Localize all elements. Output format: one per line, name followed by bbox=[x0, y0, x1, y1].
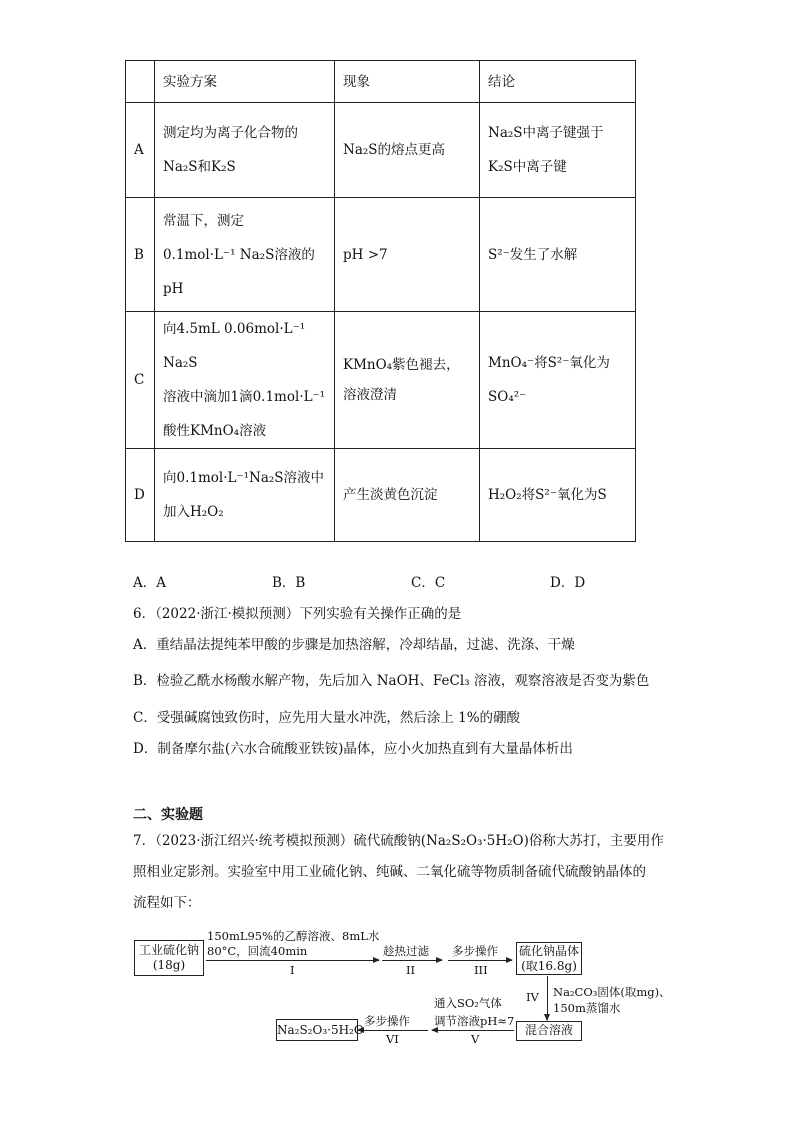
conclusion-line: H₂O₂将S²⁻氧化为S bbox=[488, 487, 607, 503]
choice-c[interactable]: C．C bbox=[411, 575, 446, 591]
step4-water-label: 150m蒸馏水 bbox=[553, 1001, 621, 1015]
plan-line: 常温下，测定 bbox=[163, 212, 244, 229]
box-product: Na₂S₂O₃·5H₂O bbox=[276, 1019, 358, 1041]
box-line: 工业硫化钠 bbox=[138, 943, 199, 957]
q7-line: 7．（2023·浙江绍兴·统考模拟预测）硫代硫酸钠(Na₂S₂O₃·5H₂O)俗称大苏打，主要用作 bbox=[133, 833, 664, 849]
box-industrial-sodium-sulfide bbox=[134, 940, 204, 976]
section-heading: 二、实验题 bbox=[133, 807, 203, 823]
process-flowchart bbox=[130, 925, 690, 1055]
experiment-table bbox=[125, 60, 636, 542]
step5-number: V bbox=[471, 1032, 480, 1046]
q7-line: 照相业定影剂。实验室中用工业硫化钠、纯碱、二氧化硫等物质制备硫代硫酸钠晶体的 bbox=[133, 864, 646, 880]
plan-line: 酸性KMnO₄溶液 bbox=[163, 423, 267, 439]
step6-label: 多步操作 bbox=[364, 1014, 410, 1028]
header-conclusion: 结论 bbox=[480, 61, 636, 103]
q6-option-d[interactable]: D．制备摩尔盐(六水合硫酸亚铁铵)晶体，应小火加热直到有大量晶体析出 bbox=[133, 741, 573, 757]
step1-reagent-label: 150mL95%的乙醇溶液、8mL水 bbox=[207, 929, 380, 943]
step1-condition-label: 80°C，回流40min bbox=[207, 944, 308, 958]
plan-line: 测定均为离子化合物的 bbox=[163, 125, 298, 141]
conclusion-line: MnO₄⁻将S²⁻氧化为 bbox=[488, 355, 610, 371]
arrow-step4 bbox=[547, 976, 548, 1020]
arrow-step2 bbox=[382, 960, 442, 961]
step5-ph-label: 调节溶液pH≈7 bbox=[434, 1014, 515, 1028]
table-row bbox=[126, 198, 636, 312]
plan-cell bbox=[155, 312, 335, 449]
choice-b[interactable]: B．B bbox=[272, 575, 306, 591]
header-plan: 实验方案 bbox=[155, 61, 335, 103]
table-header-row bbox=[126, 61, 636, 103]
step1-number: I bbox=[290, 963, 295, 977]
step4-number: IV bbox=[526, 990, 539, 1004]
step3-number: III bbox=[474, 963, 488, 977]
q6-option-b[interactable]: B．检验乙酰水杨酸水解产物，先后加入 NaOH、FeCl₃ 溶液，观察溶液是否变为紫色 bbox=[133, 673, 650, 689]
table-row bbox=[126, 449, 636, 542]
conclusion-line: Na₂S中离子键强于 bbox=[488, 125, 604, 141]
box-line: (取16.8g) bbox=[521, 959, 577, 973]
plan-cell bbox=[155, 103, 335, 198]
step4-reagent-label: Na₂CO₃固体(取mg)、 bbox=[553, 985, 671, 999]
plan-line: 加入H₂O₂ bbox=[163, 504, 224, 520]
q6-option-a[interactable]: A．重结晶法提纯苯甲酸的步骤是加热溶解，冷却结晶，过滤、洗涤、干燥 bbox=[133, 637, 575, 653]
row-label: A bbox=[126, 103, 155, 198]
conclusion-line: SO₄²⁻ bbox=[488, 389, 527, 405]
plan-cell bbox=[155, 198, 335, 312]
conclusion-line: K₂S中离子键 bbox=[488, 159, 567, 175]
arrow-step1 bbox=[206, 960, 379, 961]
step3-label: 多步操作 bbox=[452, 944, 498, 958]
plan-line: pH bbox=[163, 280, 184, 297]
choice-a[interactable]: A．A bbox=[133, 575, 166, 591]
plan-line: 向0.1mol·L⁻¹Na₂S溶液中 bbox=[163, 470, 325, 486]
choice-d[interactable]: D．D bbox=[550, 575, 586, 591]
conclusion-line: S²⁻发生了水解 bbox=[488, 246, 578, 263]
step5-gas-label: 通入SO₂气体 bbox=[434, 996, 502, 1010]
box-line: (18g) bbox=[152, 958, 186, 972]
plan-line: 溶液中滴加1滴0.1mol·L⁻¹ bbox=[163, 389, 326, 405]
plan-cell bbox=[155, 449, 335, 542]
q6-stem: 6．（2022·浙江·模拟预测）下列实验有关操作正确的是 bbox=[133, 606, 462, 622]
plan-line: 0.1mol·L⁻¹ Na₂S溶液的 bbox=[163, 246, 315, 263]
box-sodium-sulfide-crystal bbox=[516, 942, 582, 975]
row-label: D bbox=[126, 449, 155, 542]
arrow-step6 bbox=[358, 1030, 428, 1031]
conclusion-cell bbox=[480, 103, 636, 198]
plan-line: Na₂S和K₂S bbox=[163, 159, 236, 175]
arrow-step3 bbox=[448, 960, 512, 961]
box-mixed-solution: 混合溶液 bbox=[516, 1021, 582, 1041]
phenomenon-cell: pH >7 bbox=[335, 198, 480, 312]
table-row bbox=[126, 312, 636, 449]
step6-number: VI bbox=[386, 1032, 399, 1046]
conclusion-cell bbox=[480, 312, 636, 449]
conclusion-cell bbox=[480, 198, 636, 312]
arrow-step5 bbox=[432, 1030, 514, 1031]
box-line: 硫化钠晶体 bbox=[518, 944, 579, 958]
phenomenon-cell: 产生淡黄色沉淀 bbox=[335, 449, 480, 542]
row-label: B bbox=[126, 198, 155, 312]
header-phenomenon: 现象 bbox=[335, 61, 480, 103]
q7-line: 流程如下： bbox=[133, 895, 201, 911]
plan-line: 向4.5mL 0.06mol·L⁻¹ Na₂S bbox=[163, 321, 306, 371]
row-label: C bbox=[126, 312, 155, 449]
q6-option-c[interactable]: C．受强碱腐蚀致伤时，应先用大量水冲洗，然后涂上 1%的硼酸 bbox=[133, 710, 521, 726]
step2-number: II bbox=[406, 963, 416, 977]
q7-stem bbox=[133, 826, 673, 919]
phenomenon-cell: KMnO₄紫色褪去，溶液澄清 bbox=[335, 312, 480, 449]
step2-label: 趁热过滤 bbox=[383, 944, 429, 958]
header-blank bbox=[126, 61, 155, 103]
table-row bbox=[126, 103, 636, 198]
phenomenon-cell: Na₂S的熔点更高 bbox=[335, 103, 480, 198]
conclusion-cell bbox=[480, 449, 636, 542]
